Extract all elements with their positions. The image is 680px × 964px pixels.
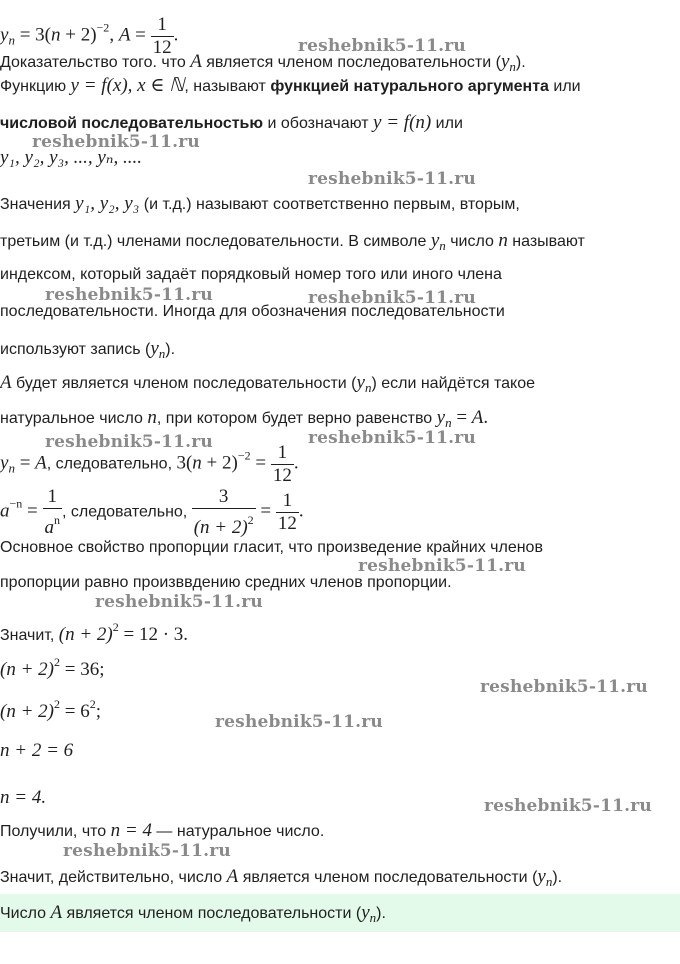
answer-box: Число A является членом последовательности $(y_n)$.	[0, 894, 680, 932]
watermark: reshebnik5-11.ru	[95, 592, 263, 612]
watermark: reshebnik5-11.ru	[308, 288, 476, 308]
paragraph-definition-2: числовой последовательностью и обозначают y = f(n) или	[0, 112, 463, 133]
paragraph-condition-2: натуральное число n, при котором будет верно равенство $y_n = A$.	[0, 407, 489, 430]
equation-square-36: $(n + 2)^2 = 36$;	[0, 655, 105, 680]
fraction-three-over-square: $\frac{3}{(n + 2)^2}$	[193, 486, 254, 538]
watermark: reshebnik5-11.ru	[484, 796, 652, 816]
fraction-one-twelfth: $\frac{1}{12}$	[272, 442, 292, 486]
paragraph-proof-intro: Доказательство того. что A является членом последовательности $(y_n)$.	[0, 51, 526, 74]
equation-yn-equals-a: $y_n = A$, следовательно, $3(n + 2)^{-2}$ = $\frac{1}{12}$ .	[0, 442, 299, 486]
paragraph-members-1: Значения y₁, y₂, y₃ (и т.д.) называют соответственно первым, вторым,	[0, 193, 520, 214]
paragraph-members-5: используют запись $(y_n)$.	[0, 338, 176, 361]
equation-square-product: Значит, $(n + 2)^2 = 12 \cdot 3$.	[0, 620, 189, 645]
paragraph-conclusion: Значит, действительно, число A является членом последовательности $(y_n)$.	[0, 866, 563, 889]
watermark: reshebnik5-11.ru	[480, 677, 648, 697]
paragraph-condition-1: A будет является членом последовательности $(y_n)$ если найдётся такое	[0, 372, 536, 395]
equation-n-plus-two: n + 2 = 6	[0, 740, 74, 761]
given-formula: $y_n = 3(n + 2)^{-2}$, A = $\frac{1}{12}$ .	[0, 14, 179, 58]
watermark: reshebnik5-11.ru	[45, 432, 213, 452]
fraction-one-twelfth: $\frac{1}{12}$	[277, 490, 297, 534]
fraction-one-over-a-n: $\frac{1}{a^n}$	[44, 486, 60, 538]
equation-negative-exponent: $a^{-n}$ = $\frac{1}{a^n}$ , следовательно, $\frac{3}{(n + 2)^2}$ = $\frac{1}{12}$ .	[0, 486, 304, 538]
paragraph-proportion-1: Основное свойство пропорции гласит, что произведение крайних членов	[0, 539, 543, 556]
paragraph-members-4: последовательности. Иногда для обозначения последовательности	[0, 303, 505, 320]
watermark: reshebnik5-11.ru	[63, 841, 231, 861]
paragraph-members-3: индексом, который задаёт порядковый номер того или иного члена	[0, 266, 502, 283]
sequence-notation: y₁, y₂, y₃, ..., yₙ, ....	[0, 147, 142, 168]
paragraph-result: Получили, что n = 4 — натуральное число.	[0, 820, 325, 841]
watermark: reshebnik5-11.ru	[215, 712, 383, 732]
watermark: reshebnik5-11.ru	[358, 556, 526, 576]
watermark: reshebnik5-11.ru	[308, 169, 476, 189]
watermark: reshebnik5-11.ru	[45, 285, 213, 305]
equation-n-equals-four: n = 4.	[0, 787, 47, 808]
paragraph-members-2: третьим (и т.д.) членами последовательности. В символе $y_n$ число n называют	[0, 230, 585, 253]
equation-square-six: $(n + 2)^2 = 6^2$;	[0, 697, 101, 722]
watermark: reshebnik5-11.ru	[308, 428, 476, 448]
watermark: reshebnik5-11.ru	[298, 36, 466, 56]
paragraph-definition-1: Функцию y = f(x), x ∈ ℕ, называют функцией натурального аргумента или	[0, 75, 581, 96]
fraction-one-twelfth: $\frac{1}{12}$	[152, 14, 172, 58]
paragraph-proportion-2: пропорции равно произввдению средних членов пропорции.	[0, 574, 452, 591]
watermark: reshebnik5-11.ru	[32, 132, 200, 152]
